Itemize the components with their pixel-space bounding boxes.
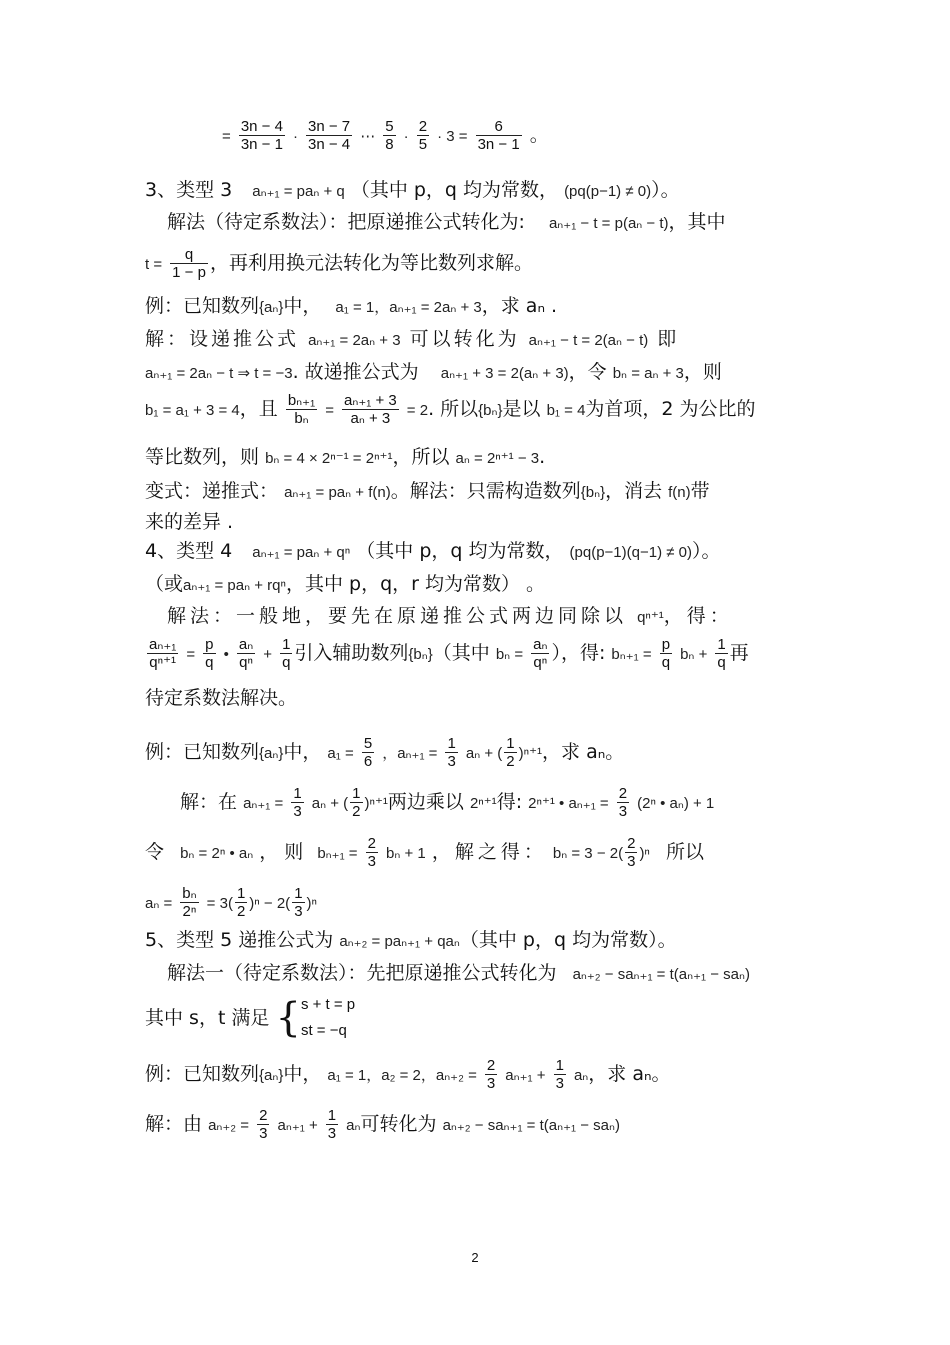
line-1: = $\frac{3n - 4}{3n - 1}$ · $\frac{3n - 7}{3n - 4}$ ⋯ $\frac{5}{8}$ · $\frac{2}{5}$ · 3 = $\frac{6}{3n - 1}$ 。 (222, 118, 549, 153)
fraction: $\frac{\text{aₙ₊₁ + 3}}{\text{aₙ + 3}}$ (344, 392, 397, 427)
fraction: $\frac{1}{q}$ (282, 636, 291, 671)
fraction: $\frac{5}{6}$ (363, 735, 373, 770)
solution-line: 解：在 aₙ₊₁ = $\frac{1}{3}$ aₙ + ( $\frac{1}{2}$ )ⁿ⁺¹两边乘以 2ⁿ⁺¹得: 2ⁿ⁺¹ • aₙ₊₁ = $\frac{2}{3}$ (2ⁿ • aₙ) + 1 (180, 785, 715, 820)
heading-type-5: 5、类型 5 递推公式为 aₙ₊₂ = paₙ₊₁ + qaₙ（其中 p，q 均为常数）。 (145, 929, 677, 951)
equation-system: s + t = p st = −q (300, 996, 356, 1039)
fraction: $\frac{2}{5}$ (418, 118, 428, 153)
t-formula-line: t = $\frac{q}{1 - p}$ ，再利用换元法转化为等比数列求解。 (145, 246, 533, 281)
fraction: $\frac{6}{3n - 1}$ (477, 118, 520, 153)
fraction: $\frac{q}{1 - p}$ (172, 246, 206, 281)
example-line: 例：已知数列{aₙ}中， a₁ = 1，a₂ = 2，aₙ₊₂ = $\frac{2}{3}$ aₙ₊₁ + $\frac{1}{3}$ aₙ，求 aₙ。 (145, 1057, 671, 1092)
solution-line: aₙ = $\frac{\text{bₙ}}{\text{2ⁿ}}$ = 3( $\frac{1}{2}$ )ⁿ − 2( $\frac{1}{3}$ )ⁿ (145, 885, 317, 920)
fraction: $\frac{1}{3}$ (294, 885, 303, 920)
fraction: $\frac{p}{q}$ (661, 636, 671, 671)
fraction: $\frac{1}{2}$ (352, 785, 361, 820)
fraction: $\frac{\text{aₙ}}{\text{qⁿ}}$ (238, 636, 254, 671)
fraction: $\frac{2}{3}$ (486, 1057, 496, 1092)
method-line: 解法一（待定系数法）：先把原递推公式转化为 aₙ₊₂ − saₙ₊₁ = t(aₙ₊₁ − saₙ) (167, 962, 750, 984)
method-line: 解法（待定系数法）：把原递推公式转化为: aₙ₊₁ − t = p(aₙ − t)，其中 (167, 211, 726, 233)
fraction: $\frac{1}{q}$ (717, 636, 726, 671)
heading-type-3: 3、类型 3 aₙ₊₁ = paₙ + q （其中 p，q 均为常数， (pq(p−1) ≠ 0)）。 (145, 179, 680, 201)
fraction: $\frac{1}{3}$ (447, 735, 456, 770)
fraction: $\frac{2}{3}$ (618, 785, 628, 820)
solution-line: 解：设递推公式 aₙ₊₁ = 2aₙ + 3 可以转化为 aₙ₊₁ − t = 2(aₙ − t) 即 (145, 328, 680, 350)
fraction: $\frac{\text{bₙ₊₁}}{\text{bₙ}}$ (287, 392, 316, 427)
solution-line: 解：由 aₙ₊₂ = $\frac{2}{3}$ aₙ₊₁ + $\frac{1}{3}$ aₙ可转化为 aₙ₊₂ − saₙ₊₁ = t(aₙ₊₁ − saₙ) (145, 1107, 620, 1142)
solution-line: 等比数列，则 bₙ = 4 × 2ⁿ⁻¹ = 2ⁿ⁺¹，所以 aₙ = 2ⁿ⁺¹ − 3. (145, 446, 546, 468)
variant-line: 来的差异 . (145, 511, 234, 533)
fraction: $\frac{2}{3}$ (367, 835, 376, 870)
fraction: $\frac{p}{q}$ (205, 636, 214, 671)
fraction: $\frac{1}{3}$ (555, 1057, 564, 1092)
example-line: 例：已知数列{aₙ}中， a₁ = 1，aₙ₊₁ = 2aₙ + 3，求 aₙ . (145, 295, 558, 317)
type-4-variant: （或aₙ₊₁ = paₙ + rqⁿ，其中 p，q，r 均为常数） 。 (145, 573, 546, 595)
fraction: $\frac{1}{3}$ (293, 785, 302, 820)
fraction: $\frac{5}{8}$ (385, 118, 394, 153)
method-line: 解法：一般地，要先在原递推公式两边同除以 qⁿ⁺¹，得： (167, 605, 733, 627)
variant-line: 变式：递推式： aₙ₊₁ = paₙ + f(n)。解法：只需构造数列{bₙ}，消去 f(n)带 (145, 480, 710, 502)
fraction: $\frac{1}{2}$ (236, 885, 246, 920)
method-line: 待定系数法解决。 (145, 687, 298, 709)
page-number: 2 (471, 1250, 479, 1265)
fraction: $\frac{\text{bₙ}}{\text{2ⁿ}}$ (182, 885, 197, 920)
method-formula-line: $\frac{\text{aₙ₊₁}}{\text{qⁿ⁺¹}}$ = $\frac{p}{q}$ • $\frac{\text{aₙ}}{\text{qⁿ}}$ + $\frac{1}{q}$ 引入辅助数列{bₙ}（其中 bₙ = $\frac{\text{aₙ}}{\text{qⁿ}}$ ），得: bₙ₊₁ = $\frac{p}{q}$ bₙ + $\frac{1}{q}$ 再 (149, 636, 749, 671)
fraction: $\frac{3n - 7}{3n - 4}$ (308, 118, 351, 153)
fraction: $\frac{2}{3}$ (627, 835, 636, 870)
solution-line: 令 bₙ = 2ⁿ • aₙ ， 则 bₙ₊₁ = $\frac{2}{3}$ bₙ + 1 ，解之得： bₙ = 3 − 2( $\frac{2}{3}$ )ⁿ 所以 (145, 835, 704, 870)
heading-type-4: 4、类型 4 aₙ₊₁ = paₙ + qⁿ （其中 p，q 均为常数， (pq(p−1)(q−1) ≠ 0)）。 (145, 540, 721, 562)
solution-line: aₙ₊₁ = 2aₙ − t ⇒ t = −3. 故递推公式为 aₙ₊₁ + 3 = 2(aₙ + 3)，令 bₙ = aₙ + 3，则 (145, 361, 722, 383)
solution-line: b₁ = a₁ + 3 = 4，且 $\frac{\text{bₙ₊₁}}{\text{bₙ}}$ = $\frac{\text{aₙ₊₁ + 3}}{\text{aₙ + 3}}$ = 2. 所以{bₙ}是以 b₁ = 4为首项，2 为公比的 (145, 392, 756, 427)
fraction: $\frac{1}{2}$ (506, 735, 515, 770)
fraction: $\frac{\text{aₙ}}{\text{qⁿ}}$ (533, 636, 548, 671)
condition-line: 其中 s，t 满足 { s + t = p st = −q (145, 992, 810, 1044)
fraction: $\frac{\text{aₙ₊₁}}{\text{qⁿ⁺¹}}$ (149, 636, 177, 671)
fraction: $\frac{1}{3}$ (327, 1107, 337, 1142)
example-line: 例：已知数列{aₙ}中， a₁ = $\frac{5}{6}$ ，aₙ₊₁ = $\frac{1}{3}$ aₙ + ( $\frac{1}{2}$ )ⁿ⁺¹，求 aₙ。 (145, 735, 625, 770)
fraction: $\frac{3n - 4}{3n - 1}$ (240, 118, 283, 153)
fraction: $\frac{2}{3}$ (259, 1107, 268, 1142)
